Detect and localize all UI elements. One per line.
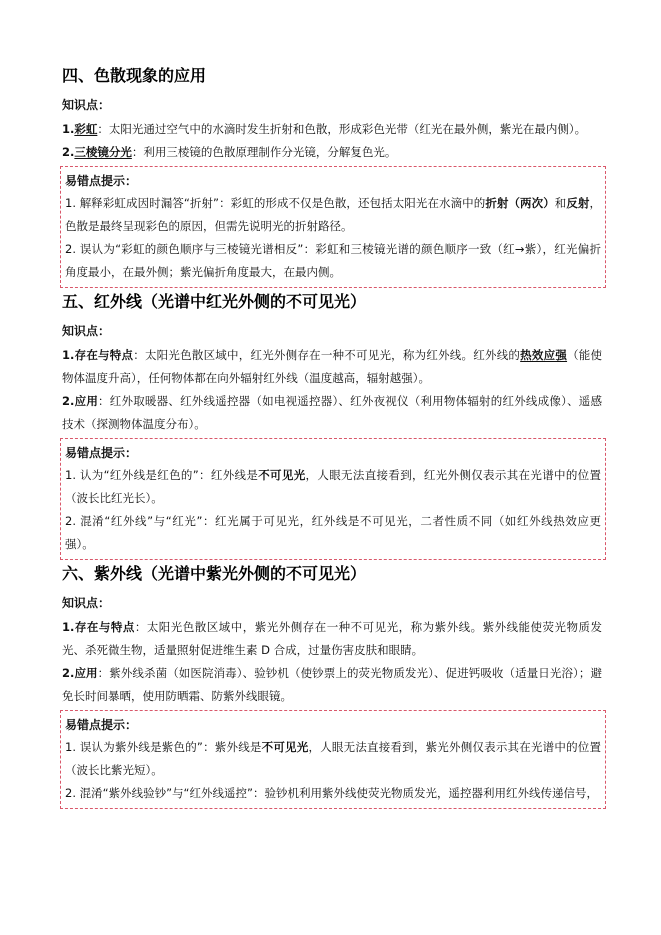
document-page (62, 64, 602, 811)
section-5-item-1: 1.存在与特点：太阳光色散区域中，红光外侧存在一种不可见光，称为红外线。红外线的热效应强（能使物体温度升高），任何物体都在向外辐射红外线（温度越高，辐射越强）。 (62, 348, 603, 385)
pitfall-title: 易错点提示： (65, 174, 138, 188)
section-4-item-2: 2.三棱镜分光：利用三棱镜的色散原理制作分光镜，分解复色光。 (62, 145, 397, 159)
section-6-heading: 六、紫外线（光谱中紫光外侧的不可见光） (62, 564, 367, 583)
section-5-item-2: 2.应用：红外取暖器、红外线遥控器（如电视遥控器）、红外夜视仪（利用物体辐射的红外线成像）、遥感技术（探测物体温度分布）。 (62, 394, 603, 431)
pitfall-item-1: 1. 解释彩虹成因时漏答“折射”：彩虹的形成不仅是色散，还包括太阳光在水滴中的折射（两次）和反射，色散是最终呈现彩色的原因，但需先说明光的折射路径。 (65, 196, 602, 233)
section-5-pitfall-box (60, 438, 606, 560)
pitfall-item-1: 1. 认为“红外线是红色的”：红外线是不可见光，人眼无法直接看到，红光外侧仅表示其在光谱中的位置（波长比红光长）。 (65, 468, 602, 505)
section-4-heading: 四、色散现象的应用 (62, 66, 207, 85)
pitfall-title: 易错点提示： (65, 446, 138, 460)
pitfall-item-1: 1. 误认为紫外线是紫色的”：紫外线是不可见光，人眼无法直接看到，紫光外侧仅表示其在光谱中的位置（波长比紫光短）。 (65, 740, 601, 777)
section-4-item-1: 1.彩虹：太阳光通过空气中的水滴时发生折射和色散，形成彩色光带（红光在最外侧，紫光在最内侧）。 (62, 122, 587, 136)
pitfall-item-2: 2. 混淆“红外线”与“红光”：红光属于可见光，红外线是不可见光，二者性质不同（如红外线热效应更强）。 (65, 514, 601, 551)
section-6-pitfall-box (60, 710, 606, 809)
section-6-knowledge-label: 知识点： (62, 596, 111, 610)
section-5-heading: 五、红外线（光谱中红光外侧的不可见光） (62, 292, 367, 311)
section-6-item-2: 2.应用：紫外线杀菌（如医院消毒）、验钞机（使钞票上的荧光物质发光）、促进钙吸收（适量日光浴）；避免长时间暴晒，使用防晒霜、防紫外线眼镜。 (62, 666, 602, 703)
pitfall-item-2: 2. 误认为“彩虹的颜色顺序与三棱镜光谱相反”：彩虹和三棱镜光谱的颜色顺序一致（红→紫），红光偏折角度最小，在最外侧；紫光偏折角度最大，在最内侧。 (65, 242, 601, 279)
pitfall-title: 易错点提示： (65, 718, 138, 732)
section-4-pitfall-box (60, 166, 606, 288)
section-5-knowledge-label: 知识点： (62, 324, 111, 338)
section-6-item-1: 1.存在与特点：太阳光色散区域中，紫光外侧存在一种不可见光，称为紫外线。紫外线能使荧光物质发光、杀死微生物，适量照射促进维生素 D 合成，过量伤害皮肤和眼睛。 (62, 620, 602, 657)
section-4-knowledge-label: 知识点： (62, 98, 111, 112)
pitfall-item-2: 2. 混淆“紫外线验钞”与“红外线遥控”：验钞机利用紫外线使荧光物质发光，遥控器利用红外线传递信号， (65, 786, 598, 800)
